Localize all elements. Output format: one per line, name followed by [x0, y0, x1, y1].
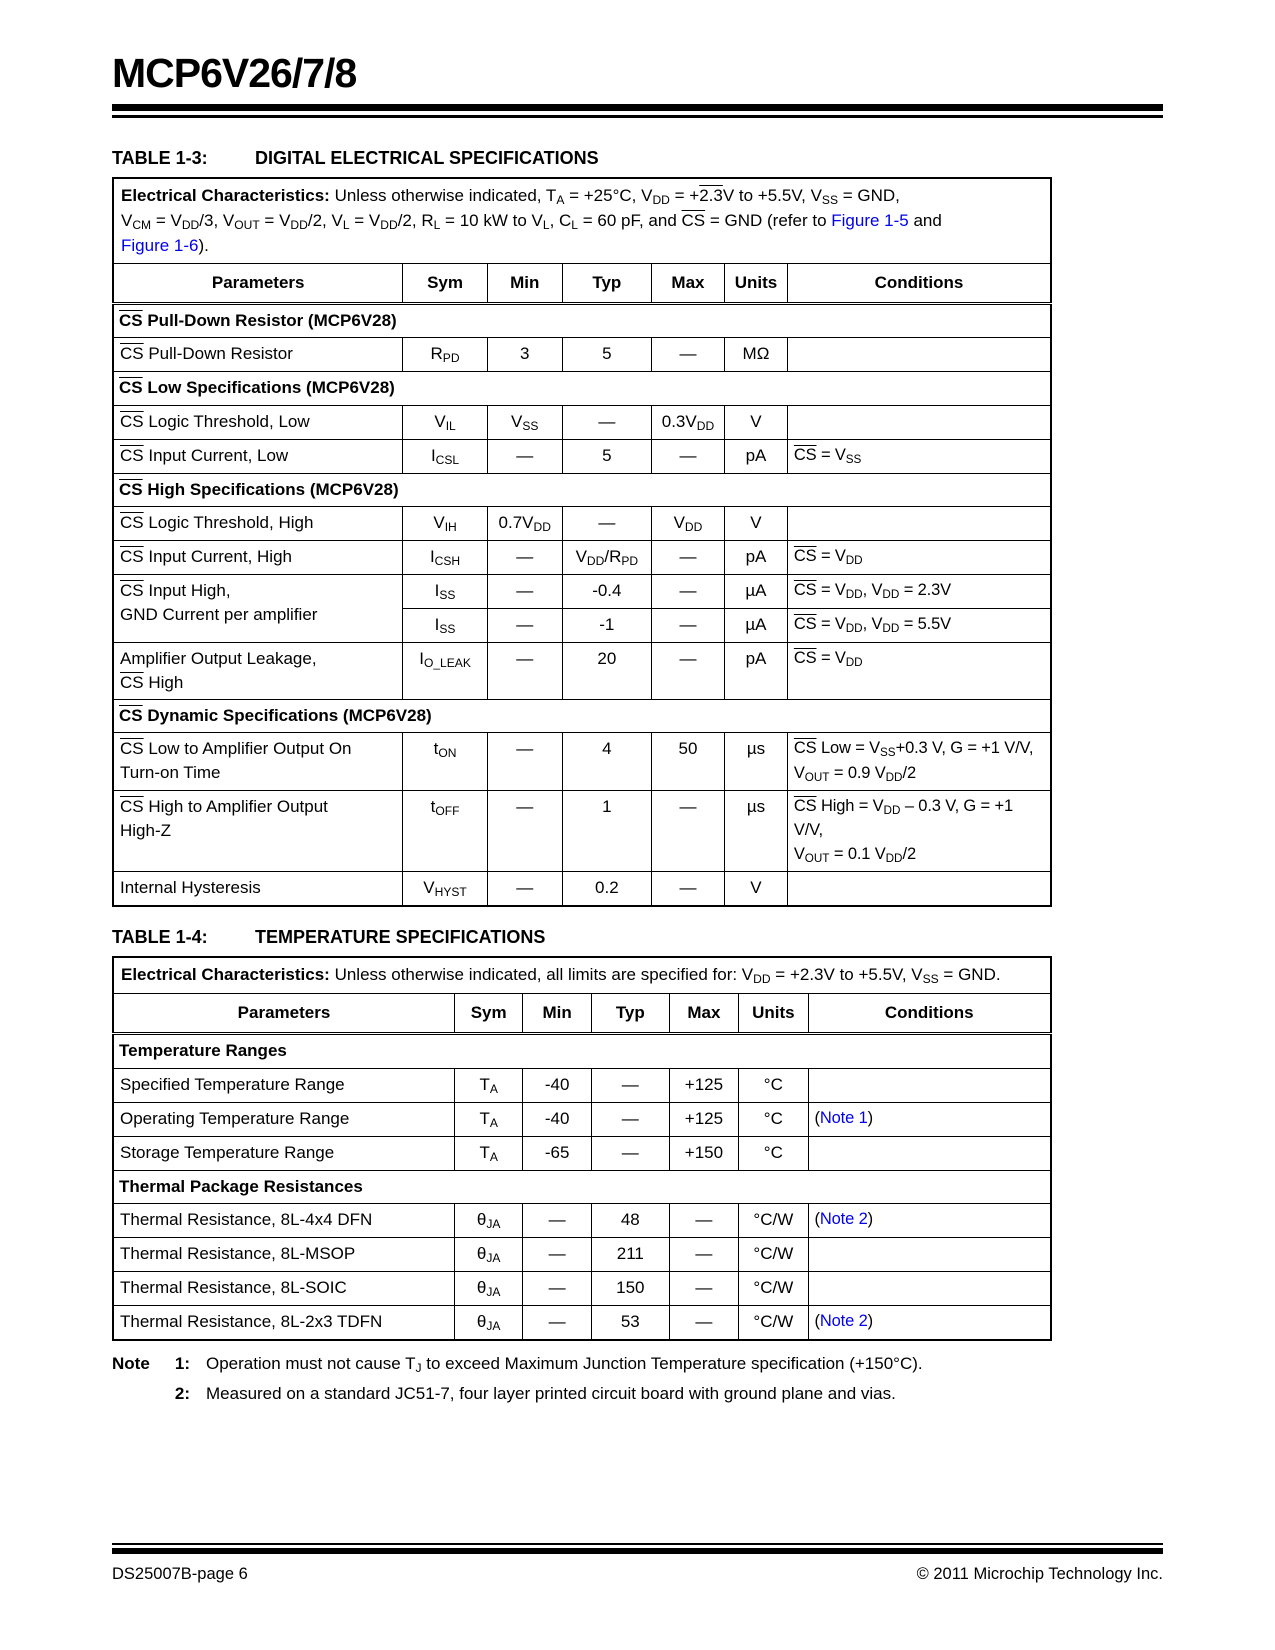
subscript-text: A: [489, 1081, 498, 1096]
min-cell: —: [523, 1305, 591, 1340]
typ-cell: —: [591, 1102, 669, 1136]
sym-cell: $I_{O\_LEAK}$: [403, 642, 487, 699]
footer-rule-thick: [112, 1548, 1163, 1554]
overlined-text: $\overline{CS}$: [119, 311, 143, 331]
conditions-cell: $\overline{CS}$ High = $V_{DD} - 0.3$ V, G = +1 V/V, $V_{OUT} = 0.1$ $V_{DD}/2$: [787, 791, 1051, 872]
max-cell: —: [651, 338, 724, 372]
typ-cell: 211: [591, 1237, 669, 1271]
subscript-text: HYST: [434, 885, 467, 900]
param-cell: Operating Temperature Range: [113, 1102, 454, 1136]
min-cell: —: [487, 439, 562, 473]
typ-cell: -0.4: [562, 574, 651, 608]
subscript-text: SS: [522, 418, 539, 433]
sym-cell: $t_{OFF}$: [403, 791, 487, 872]
min-cell: —: [487, 733, 562, 791]
table-row: [113, 642, 1051, 699]
max-cell: —: [651, 439, 724, 473]
temperature-specifications-table: [112, 956, 1052, 1341]
typ-cell: 1: [562, 791, 651, 872]
subscript-text: DD: [684, 519, 703, 534]
param-cell: $\overline{CS}$ High to Amplifier Output High-Z: [113, 791, 403, 872]
subscript-text: DD: [882, 621, 900, 635]
sym-cell: $I_{SS}$: [403, 608, 487, 642]
max-cell: —: [669, 1271, 738, 1305]
min-cell: -40: [523, 1102, 591, 1136]
sym-cell: $I_{CSL}$: [403, 439, 487, 473]
subscript-text: ON: [438, 746, 457, 761]
overlined-text: $\overline{CS}$: [120, 580, 144, 600]
max-cell: —: [651, 608, 724, 642]
subscript-text: A: [556, 192, 565, 207]
units-cell: V: [725, 506, 788, 540]
min-cell: —: [487, 540, 562, 574]
table-row: [113, 733, 1051, 791]
units-cell: °C/W: [739, 1305, 808, 1340]
units-cell: µs: [725, 791, 788, 872]
subscript-text: CM: [132, 217, 152, 232]
header-rule-thin: [112, 115, 1163, 118]
section-header: $\overline{CS}$ Dynamic Specifications (MCP6V28): [113, 700, 1051, 733]
typ-cell: $V_{DD}/R_{PD}$: [562, 540, 651, 574]
max-cell: —: [651, 574, 724, 608]
table-row: [113, 1068, 1051, 1102]
note-item: [112, 1353, 1072, 1377]
units-cell: µA: [725, 608, 788, 642]
sym-cell: $\theta_{JA}$: [454, 1203, 522, 1237]
typ-cell: 5: [562, 338, 651, 372]
table-row: [113, 506, 1051, 540]
table-1-3-caption: [112, 148, 1163, 169]
subscript-text: OUT: [804, 770, 830, 784]
sym-cell: $V_{IH}$: [403, 506, 487, 540]
typ-cell: 150: [591, 1271, 669, 1305]
units-cell: °C: [739, 1068, 808, 1102]
column-header-parameters: Parameters: [113, 994, 454, 1034]
table-row: [113, 872, 1051, 907]
table-note-row: [113, 957, 1051, 994]
subscript-text: DD: [885, 770, 903, 784]
conditions-cell: [787, 506, 1051, 540]
subscript-text: OFF: [435, 803, 460, 818]
subscript-text: IL: [445, 418, 456, 433]
conditions-cell: [808, 1068, 1051, 1102]
section-header: $\overline{CS}$ Pull-Down Resistor (MCP6V28): [113, 304, 1051, 338]
overlined-text: $\overline{CS}$: [120, 344, 144, 364]
note-link[interactable]: Note 1: [819, 1108, 868, 1127]
conditions-cell: (Note 2): [808, 1203, 1051, 1237]
section-header: $\overline{CS}$ Low Specifications (MCP6V28): [113, 372, 1051, 405]
overlined-text: $\overline{CS}$: [120, 546, 144, 566]
overlined-text: $\overline{CS}$: [120, 672, 144, 692]
typ-cell: —: [591, 1068, 669, 1102]
param-cell: $\overline{CS}$ Pull-Down Resistor: [113, 338, 403, 372]
subscript-text: O_LEAK: [423, 655, 471, 670]
param-cell: Storage Temperature Range: [113, 1136, 454, 1170]
sym-cell: $I_{CSH}$: [403, 540, 487, 574]
param-cell: $\overline{CS}$ Input Current, High: [113, 540, 403, 574]
subscript-text: OUT: [234, 217, 260, 232]
subscript-text: SS: [922, 972, 939, 987]
column-header-min: Min: [523, 994, 591, 1034]
column-header-sym: Sym: [403, 264, 487, 304]
column-header-row: [113, 264, 1051, 304]
conditions-cell: $\overline{CS}$ Low = $V_{SS}+0.3$ V, G = +1 V/V, $V_{OUT} = 0.9$ $V_{DD}/2$: [787, 733, 1051, 791]
typ-cell: —: [562, 506, 651, 540]
overlined-text: $\overline{CS}$: [793, 546, 817, 565]
min-cell: —: [487, 642, 562, 699]
subscript-text: L: [433, 217, 441, 232]
table-1-4-title: TEMPERATURE SPECIFICATIONS: [255, 927, 546, 948]
subscript-text: JA: [486, 1284, 501, 1299]
table-row: [113, 791, 1051, 872]
bold-text: Electrical Characteristics:: [121, 965, 330, 985]
units-cell: µA: [725, 574, 788, 608]
sym-cell: $I_{SS}$: [403, 574, 487, 608]
conditions-cell: $\overline{CS} = V_{DD}$: [787, 642, 1051, 699]
param-cell: $\overline{CS}$ Input High, GND Current per amplifier: [113, 574, 403, 642]
min-cell: $V_{SS}$: [487, 405, 562, 439]
digital-electrical-specifications-table: [112, 177, 1052, 907]
note-number: 1:: [174, 1353, 190, 1373]
note-word: Note: [112, 1353, 150, 1373]
max-cell: —: [669, 1237, 738, 1271]
max-cell: 50: [651, 733, 724, 791]
typ-cell: -1: [562, 608, 651, 642]
subscript-text: JA: [486, 1250, 501, 1265]
min-cell: —: [523, 1271, 591, 1305]
table-1-3-title: DIGITAL ELECTRICAL SPECIFICATIONS: [255, 148, 599, 168]
min-cell: —: [487, 608, 562, 642]
units-cell: V: [725, 872, 788, 907]
units-cell: °C: [739, 1102, 808, 1136]
overlined-text: $\overline{CS}$: [120, 445, 144, 465]
subscript-text: J: [415, 1360, 422, 1375]
sym-cell: $V_{IL}$: [403, 405, 487, 439]
subscript-text: CSL: [435, 452, 460, 467]
subscript-text: DD: [380, 217, 398, 232]
table-row: [113, 1305, 1051, 1340]
units-cell: MΩ: [725, 338, 788, 372]
table-1-4-caption: [112, 927, 1163, 948]
table-row: [113, 1102, 1051, 1136]
subscript-text: L: [542, 217, 550, 232]
table-1-4-label: TABLE 1-4:: [112, 927, 208, 948]
table-row: [113, 1271, 1051, 1305]
subscript-text: SS: [879, 745, 896, 759]
min-cell: $0.7V_{DD}$: [487, 506, 562, 540]
max-cell: $0.3V_{DD}$: [651, 405, 724, 439]
subscript-text: PD: [621, 553, 639, 568]
subscript-text: IH: [444, 519, 457, 534]
overlined-text: $\overline{CS}$: [793, 739, 817, 758]
param-cell: Thermal Resistance, 8L-SOIC: [113, 1271, 454, 1305]
param-cell: $\overline{CS}$ Input Current, Low: [113, 439, 403, 473]
max-cell: —: [651, 872, 724, 907]
typ-cell: 4: [562, 733, 651, 791]
page-content: [112, 0, 1163, 1412]
overlined-text: 2.3: [699, 186, 723, 205]
column-header-max: Max: [669, 994, 738, 1034]
subscript-text: DD: [533, 519, 551, 534]
overlined-text: $\overline{CS}$: [793, 797, 817, 816]
subscript-text: CSH: [434, 553, 461, 568]
min-cell: -65: [523, 1136, 591, 1170]
column-header-units: Units: [739, 994, 808, 1034]
overlined-text: $\overline{CS}$: [793, 580, 817, 599]
overlined-text: $\overline{CS}$: [119, 378, 143, 398]
overlined-text: $\overline{CS}$: [120, 739, 144, 759]
units-cell: °C: [739, 1136, 808, 1170]
table-row: [113, 1203, 1051, 1237]
sym-cell: $\theta_{JA}$: [454, 1305, 522, 1340]
note-link[interactable]: Note 2: [819, 1209, 868, 1228]
subscript-text: DD: [696, 418, 715, 433]
sym-cell: $R_{PD}$: [403, 338, 487, 372]
param-cell: Internal Hysteresis: [113, 872, 403, 907]
conditions-cell: [808, 1136, 1051, 1170]
min-cell: -40: [523, 1068, 591, 1102]
param-cell: Specified Temperature Range: [113, 1068, 454, 1102]
header-rule: [112, 104, 1163, 118]
table-notes: [112, 1353, 1072, 1406]
param-cell: $\overline{CS}$ Low to Amplifier Output On Turn-on Time: [113, 733, 403, 791]
table-header-note: Electrical Characteristics: Unless otherwise indicated, all limits are specified for: $V_{DD} = +2.3V$ to +5.5V, $V_{SS}$ = GND.: [113, 957, 1051, 994]
overlined-text: $\overline{CS}$: [120, 411, 144, 431]
conditions-cell: $\overline{CS} = V_{SS}$: [787, 439, 1051, 473]
conditions-cell: $\overline{CS} = V_{DD}$, $V_{DD} = 5.5V$: [787, 608, 1051, 642]
max-cell: +150: [669, 1136, 738, 1170]
max-cell: —: [669, 1203, 738, 1237]
overlined-text: $\overline{CS}$: [793, 445, 817, 464]
column-header-min: Min: [487, 264, 562, 304]
column-header-sym: Sym: [454, 994, 522, 1034]
table-row: [113, 405, 1051, 439]
overlined-text: $\overline{CS}$: [120, 797, 144, 817]
table-note-row: [113, 178, 1051, 264]
max-cell: —: [651, 791, 724, 872]
figure-link[interactable]: Figure 1-5: [831, 211, 909, 231]
subscript-text: A: [489, 1115, 498, 1130]
conditions-cell: $\overline{CS} = V_{DD}$, $V_{DD} = 2.3V$: [787, 574, 1051, 608]
subscript-text: DD: [883, 803, 901, 817]
max-cell: —: [651, 540, 724, 574]
doc-title: MCP6V26/7/8: [112, 50, 357, 96]
table-row: [113, 338, 1051, 372]
subscript-text: SS: [845, 452, 862, 466]
min-cell: —: [487, 872, 562, 907]
subscript-text: OUT: [804, 851, 830, 865]
conditions-cell: $\overline{CS} = V_{DD}$: [787, 540, 1051, 574]
note-text: Operation must not cause $T_J$ to exceed Maximum Junction Temperature specification (+150°C).: [206, 1353, 923, 1375]
section-header: Temperature Ranges: [113, 1034, 1051, 1068]
subscript-text: SS: [439, 587, 456, 602]
max-cell: +125: [669, 1102, 738, 1136]
note-item: [112, 1383, 1072, 1405]
subscript-text: DD: [181, 217, 200, 232]
max-cell: +125: [669, 1068, 738, 1102]
typ-cell: 53: [591, 1305, 669, 1340]
section-row: [113, 304, 1051, 338]
units-cell: pA: [725, 439, 788, 473]
table-row: [113, 1136, 1051, 1170]
table-row: [113, 574, 1051, 608]
column-header-row: [113, 994, 1051, 1034]
conditions-cell: (Note 2): [808, 1305, 1051, 1340]
min-cell: 3: [487, 338, 562, 372]
subscript-text: JA: [486, 1318, 501, 1333]
units-cell: pA: [725, 540, 788, 574]
table-row: [113, 439, 1051, 473]
conditions-cell: [808, 1271, 1051, 1305]
min-cell: —: [523, 1203, 591, 1237]
conditions-cell: [787, 405, 1051, 439]
typ-cell: 20: [562, 642, 651, 699]
table-row: [113, 540, 1051, 574]
units-cell: V: [725, 405, 788, 439]
section-row: [113, 700, 1051, 733]
param-cell: $\overline{CS}$ Logic Threshold, Low: [113, 405, 403, 439]
overlined-text: $\overline{CS}$: [120, 512, 144, 532]
column-header-max: Max: [651, 264, 724, 304]
param-cell: Thermal Resistance, 8L-MSOP: [113, 1237, 454, 1271]
overlined-text: $\overline{CS}$: [119, 706, 143, 726]
note-text: Measured on a standard JC51-7, four layer printed circuit board with ground plane and vias.: [206, 1384, 896, 1404]
subscript-text: DD: [290, 217, 308, 232]
note-number: 2:: [174, 1384, 190, 1404]
sym-cell: $\theta_{JA}$: [454, 1271, 522, 1305]
subscript-text: DD: [652, 192, 670, 207]
overlined-text: $\overline{CS}$: [681, 211, 706, 231]
sym-cell: $\theta_{JA}$: [454, 1237, 522, 1271]
note-link[interactable]: Note 2: [819, 1311, 868, 1330]
table-header-note: Electrical Characteristics: Unless otherwise indicated, $T_A = +25^\circ C$, $V_{DD} = +2.3V$ to +5.5V, $V_{SS}$ = GND, $V_{CM} = V_{DD}/3$, $V_{OUT} = V_{DD}/2$, $V_L = V_{DD}/2$, $R_L = 10$ kW to $V_L$, $C_L = 60$ pF, and $\overline{CS}$ = GND (refer to Figure 1-5 and Figure 1-6).: [113, 178, 1051, 264]
table-1-3-label: TABLE 1-3:: [112, 148, 208, 168]
subscript-text: DD: [586, 553, 605, 568]
conditions-cell: [787, 338, 1051, 372]
section-header: Thermal Package Resistances: [113, 1170, 1051, 1203]
column-header-typ: Typ: [562, 264, 651, 304]
subscript-text: DD: [845, 621, 863, 635]
units-cell: °C/W: [739, 1271, 808, 1305]
overlined-text: $\overline{CS}$: [119, 479, 143, 499]
conditions-cell: [787, 872, 1051, 907]
footer-copyright: © 2011 Microchip Technology Inc.: [916, 1565, 1163, 1583]
units-cell: µs: [725, 733, 788, 791]
subscript-text: PD: [442, 351, 460, 366]
conditions-cell: (Note 1): [808, 1102, 1051, 1136]
section-row: [113, 473, 1051, 506]
footer-rule-thin: [112, 1543, 1163, 1545]
max-cell: $V_{DD}$: [651, 506, 724, 540]
subscript-text: A: [489, 1149, 498, 1164]
param-cell: $\overline{CS}$ Logic Threshold, High: [113, 506, 403, 540]
subscript-text: DD: [885, 851, 903, 865]
bold-text: Electrical Characteristics:: [121, 186, 330, 205]
subscript-text: DD: [845, 587, 863, 601]
units-cell: pA: [725, 642, 788, 699]
subscript-text: L: [342, 217, 350, 232]
column-header-conditions: Conditions: [808, 994, 1051, 1034]
section-row: [113, 372, 1051, 405]
figure-link[interactable]: Figure 1-6: [121, 236, 199, 256]
sym-cell: $V_{HYST}$: [403, 872, 487, 907]
overlined-text: $\overline{CS}$: [793, 648, 817, 667]
header-rule-thick: [112, 104, 1163, 111]
subscript-text: JA: [486, 1216, 501, 1231]
overlined-text: $\overline{CS}$: [793, 614, 817, 633]
conditions-cell: [808, 1237, 1051, 1271]
subscript-text: DD: [845, 655, 863, 669]
section-header: $\overline{CS}$ High Specifications (MCP6V28): [113, 473, 1051, 506]
typ-cell: —: [562, 405, 651, 439]
subscript-text: DD: [882, 587, 900, 601]
units-cell: °C/W: [739, 1237, 808, 1271]
subscript-text: L: [571, 217, 579, 232]
column-header-typ: Typ: [591, 994, 669, 1034]
sym-cell: $T_A$: [454, 1068, 522, 1102]
column-header-units: Units: [725, 264, 788, 304]
note-word: [112, 1383, 164, 1405]
typ-cell: 5: [562, 439, 651, 473]
section-row: [113, 1170, 1051, 1203]
typ-cell: 48: [591, 1203, 669, 1237]
param-cell: Thermal Resistance, 8L-4x4 DFN: [113, 1203, 454, 1237]
sym-cell: $T_A$: [454, 1102, 522, 1136]
sym-cell: $T_A$: [454, 1136, 522, 1170]
subscript-text: SS: [439, 621, 456, 636]
param-cell: Amplifier Output Leakage, $\overline{CS}$ High: [113, 642, 403, 699]
subscript-text: DD: [753, 972, 771, 987]
min-cell: —: [523, 1237, 591, 1271]
param-cell: Thermal Resistance, 8L-2x3 TDFN: [113, 1305, 454, 1340]
section-row: [113, 1034, 1051, 1068]
subscript-text: SS: [821, 192, 839, 207]
column-header-conditions: Conditions: [787, 264, 1051, 304]
max-cell: —: [651, 642, 724, 699]
typ-cell: 0.2: [562, 872, 651, 907]
subscript-text: DD: [845, 553, 863, 567]
typ-cell: —: [591, 1136, 669, 1170]
table-row: [113, 1237, 1051, 1271]
page-footer: [112, 1543, 1163, 1584]
sym-cell: $t_{ON}$: [403, 733, 487, 791]
column-header-parameters: Parameters: [113, 264, 403, 304]
footer-page-number: DS25007B-page 6: [112, 1565, 248, 1583]
min-cell: —: [487, 574, 562, 608]
units-cell: °C/W: [739, 1203, 808, 1237]
min-cell: —: [487, 791, 562, 872]
max-cell: —: [669, 1305, 738, 1340]
